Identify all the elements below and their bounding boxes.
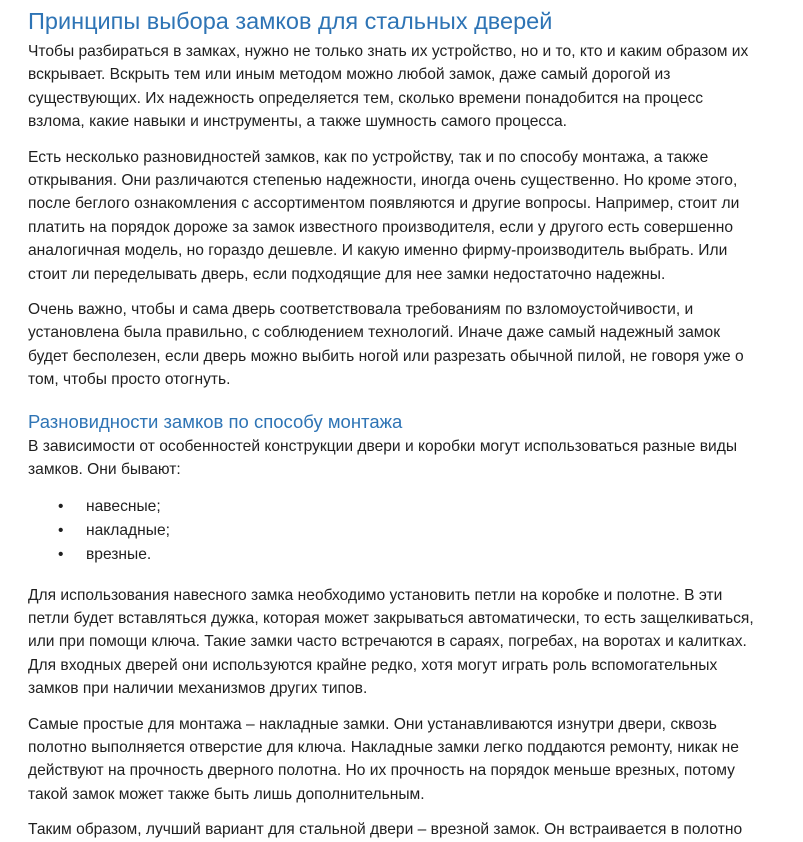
bullet-icon: • xyxy=(58,497,64,515)
section-intro: В зависимости от особенностей конструкции двери и коробки могут использоваться разные виды замков. Они бывают: xyxy=(28,437,738,479)
list-item xyxy=(28,519,775,543)
list-item-text: врезные. xyxy=(86,545,152,563)
bullet-icon: • xyxy=(58,545,64,563)
lock-types-list xyxy=(28,495,775,567)
paragraph-padlock: Для использования навесного замка необходимо установить петли на коробке и полотне. В эти петли будет вставляться дужка, которая может закрываться автоматически, то есть защелкиваться, или при помощи ключа. Такие замки часто встречаются в сараях, погребах, на воротах и калитках. Для входных дверей они используются крайне редко, хотя могут играть роль вспомогательных замков при наличии механизмов других типов. xyxy=(28,586,754,698)
list-item-text: накладные; xyxy=(86,521,170,539)
page-title: Принципы выбора замков для стальных дверей xyxy=(28,8,553,34)
paragraph-intro-3: Очень важно, чтобы и сама дверь соответствовала требованиям по взломоустойчивости, и установлена была правильно, с соблюдением технологий. Иначе даже самый надежный замок будет бесполезен, если дверь можно выбить ногой или разрезать обычной пилой, не говоря уже о том, чтобы просто отогнуть. xyxy=(28,301,744,389)
section-heading: Разновидности замков по способу монтажа xyxy=(28,410,403,432)
bullet-icon: • xyxy=(58,521,64,539)
paragraph-intro-1: Чтобы разбираться в замках, нужно не только знать их устройство, но и то, кто и каким образом их вскрывает. Вскрыть тем или иным методом можно любой замок, даже самый дорогой из существующих. Их надежность определяется тем, сколько времени понадобится на процесс взлома, какие навыки и инструменты, а также шумность самого процесса. xyxy=(28,43,749,131)
list-item xyxy=(28,495,775,519)
paragraph-surface-lock: Самые простые для монтажа – накладные замки. Они устанавливаются изнутри двери, сквозь полотно выполняется отверстие для ключа. Накладные замки легко поддаются ремонту, никак не действуют на прочность дверного полотна. Но их прочность на порядок меньше врезных, потому такой замок может также быть лишь дополнительным. xyxy=(28,715,739,803)
paragraph-mortise-lock: Таким образом, лучший вариант для стальной двери – врезной замок. Он встраивается в полотно xyxy=(28,821,743,839)
list-item xyxy=(28,543,775,567)
paragraph-intro-2: Есть несколько разновидностей замков, как по устройству, так и по способу монтажа, а также открывания. Они различаются степенью надежности, иногда очень существенно. Но кроме этого, после беглого ознакомления с ассортиментом появляются и другие вопросы. Например, стоит ли платить на порядок дороже за замок известного производителя, если у другого есть совершенно аналогичная модель, но гораздо дешевле. И какую именно фирму-производитель выбрать. Или стоит ли переделывать дверь, если подходящие для нее замки недостаточно надежны. xyxy=(28,148,740,283)
list-item-text: навесные; xyxy=(86,497,161,515)
